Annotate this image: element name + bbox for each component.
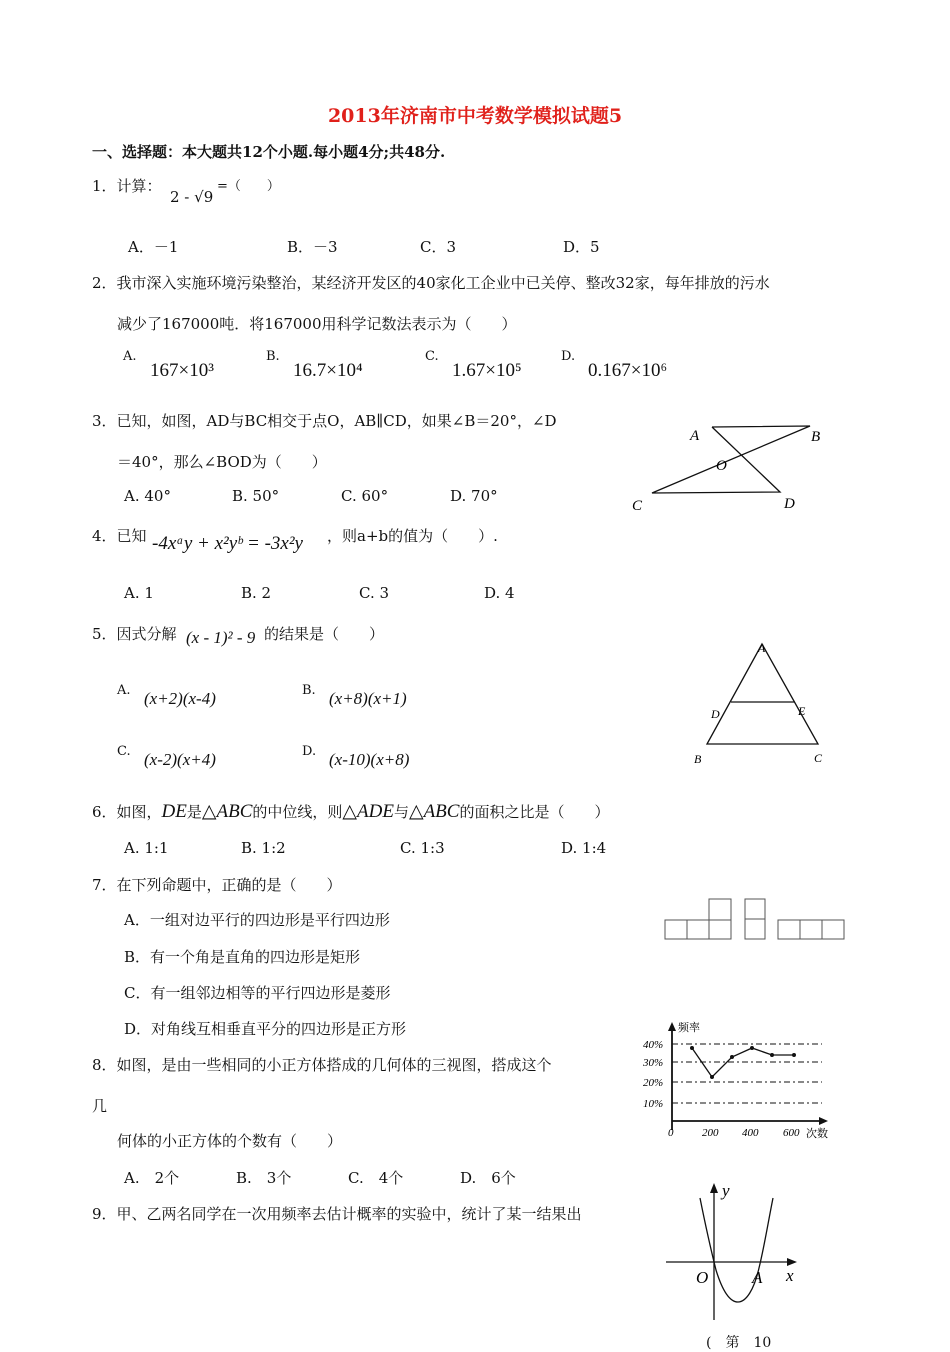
label-c: C [632,498,643,514]
q2-line2: 减少了167000吨．将167000用科学记数法表示为（ ） [117,315,517,333]
chart-ylabel: 频率 [678,1022,700,1034]
label-o: O [716,458,727,474]
q5-option-d: (x-10)(x+8) [329,750,410,769]
section-heading: 一、选择题：本大题共12个小题.每小题4分;共48分. [92,143,446,161]
chart-xlabel: 次数 [806,1128,828,1140]
q6-part3: 的中位线，则 [252,803,343,821]
q8-option-c: C. 4个 [348,1169,404,1187]
q3-figure-crossed-triangles [620,418,840,518]
label-d: D [711,707,720,721]
q2-label-d: D. [561,349,576,364]
q8-option-a: A. 2个 [124,1169,180,1187]
q3-option-b: B. 50° [232,487,280,505]
q4-option-c: C. 3 [359,584,390,602]
q4-tail: ，则a+b的值为（ ）. [327,527,498,545]
q4-stem: 4．已知 [92,527,147,545]
q3-line2: ＝40°，那么∠BOD为（ ） [117,453,327,471]
label-b: B [811,429,821,445]
label-c: C [814,751,823,765]
q3-option-d: D. 70° [450,487,498,505]
q5-label-c: C. [117,744,131,759]
label-b: B [694,752,702,766]
axis-label-y: y [722,1181,730,1200]
q6-part1: 6．如图， [92,803,162,821]
q7-option-a: A．一组对边平行的四边形是平行四边形 [124,911,390,929]
label-a: A [752,1268,763,1287]
q5-expression: (x - 1)² - 9 [186,628,256,647]
ytick-30: 30% [643,1057,664,1069]
q5-label-b: B. [302,683,316,698]
q1-tail: =（ ） [217,179,280,194]
figure-caption-cut: ( 第 10 [706,1335,772,1351]
q9-line1: 9．甲、乙两名同学在一次用频率去估计概率的实验中，统计了某一结果出 [92,1205,582,1223]
q4-option-b: B. 2 [241,584,272,602]
q3-line1: 3．已知，如图，AD与BC相交于点O，AB∥CD，如果∠B＝20°，∠D [92,412,557,430]
q2-option-d: 0.167×10⁶ [588,360,668,381]
q7-option-c: C．有一组邻边相等的平行四边形是菱形 [124,984,391,1002]
label-a: A [758,641,766,655]
q6-de: DE [161,801,187,822]
q2-label-c: C. [425,349,439,364]
q4-option-d: D. 4 [484,584,515,602]
q5-tail: 的结果是（ ） [264,625,385,643]
label-origin: O [696,1268,709,1287]
q6-part2: 是 [186,803,202,821]
q6-stem [92,800,609,823]
q7-option-d: D．对角线互相垂直平分的四边形是正方形 [124,1020,407,1038]
q2-option-b: 16.7×10⁴ [293,360,363,381]
q2-label-a: A. [123,349,137,364]
xtick-600: 600 [783,1127,800,1139]
q8-option-d: D. 6个 [460,1169,516,1187]
q1-stem: 1．计算： [92,177,162,195]
label-e: E [798,704,806,718]
q8-line2: 几 [92,1097,108,1115]
q6-option-c: C. 1:3 [400,839,445,857]
q8-line3: 何体的小正方体的个数有（ ） [117,1132,343,1150]
q6-option-a: A. 1:1 [124,839,169,857]
q2-option-c: 1.67×10⁵ [452,360,522,381]
q2-line1: 2．我市深入实施环境污染整治，某经济开发区的40家化工企业中已关停、整改32家，每年排放的污水 [92,274,770,292]
ytick-20: 20% [643,1077,664,1089]
q6-triangle-ade: △ADE [342,801,394,822]
q10-parabola-figure [660,1178,810,1323]
q5-figure-triangle [688,636,838,771]
q5-label-a: A. [117,683,131,698]
q5-option-a: (x+2)(x-4) [144,689,216,708]
q4-option-a: A. 1 [124,584,154,602]
q8-option-b: B. 3个 [236,1169,292,1187]
q2-label-b: B. [266,349,280,364]
q1-option-d: D．5 [563,238,600,256]
q3-option-a: A. 40° [124,487,171,505]
label-a: A [690,428,700,444]
q6-triangle-abc-2: △ABC [408,801,460,822]
q7-option-b: B．有一个角是直角的四边形是矩形 [124,948,361,966]
q6-triangle-abc: △ABC [201,801,253,822]
q5-stem: 5．因式分解 [92,625,177,643]
q8-line1: 8．如图，是由一些相同的小正方体搭成的几何体的三视图，搭成这个 [92,1056,552,1074]
q1-option-c: C．3 [420,238,457,256]
xtick-400: 400 [742,1127,759,1139]
xtick-0: 0 [668,1127,674,1139]
axis-label-x: x [786,1266,794,1285]
q6-part4: 与 [393,803,409,821]
ytick-10: 10% [643,1098,664,1110]
q5-label-d: D. [302,744,317,759]
q1-option-a: A．－1 [128,238,179,256]
label-d: D [784,496,795,512]
q7-stem: 7．在下列命题中，正确的是（ ） [92,876,342,894]
q9-frequency-chart [642,1018,842,1146]
q3-option-c: C. 60° [341,487,389,505]
ytick-40: 40% [643,1039,664,1051]
page-title: 2013年济南市中考数学模拟试题5 [327,105,623,127]
q6-part5: 的面积之比是（ ） [459,803,610,821]
q5-option-c: (x-2)(x+4) [144,750,216,769]
q2-option-a: 167×10³ [150,360,214,381]
q1-expression: 2 - √9 [170,188,214,206]
q8-figure-three-views [660,893,850,945]
xtick-200: 200 [702,1127,719,1139]
q6-option-d: D. 1:4 [561,839,607,857]
q1-option-b: B．－3 [287,238,338,256]
q5-option-b: (x+8)(x+1) [329,689,407,708]
q4-equation: -4xᵃy + x²yᵇ = -3x²y [152,533,303,554]
q6-option-b: B. 1:2 [241,839,286,857]
